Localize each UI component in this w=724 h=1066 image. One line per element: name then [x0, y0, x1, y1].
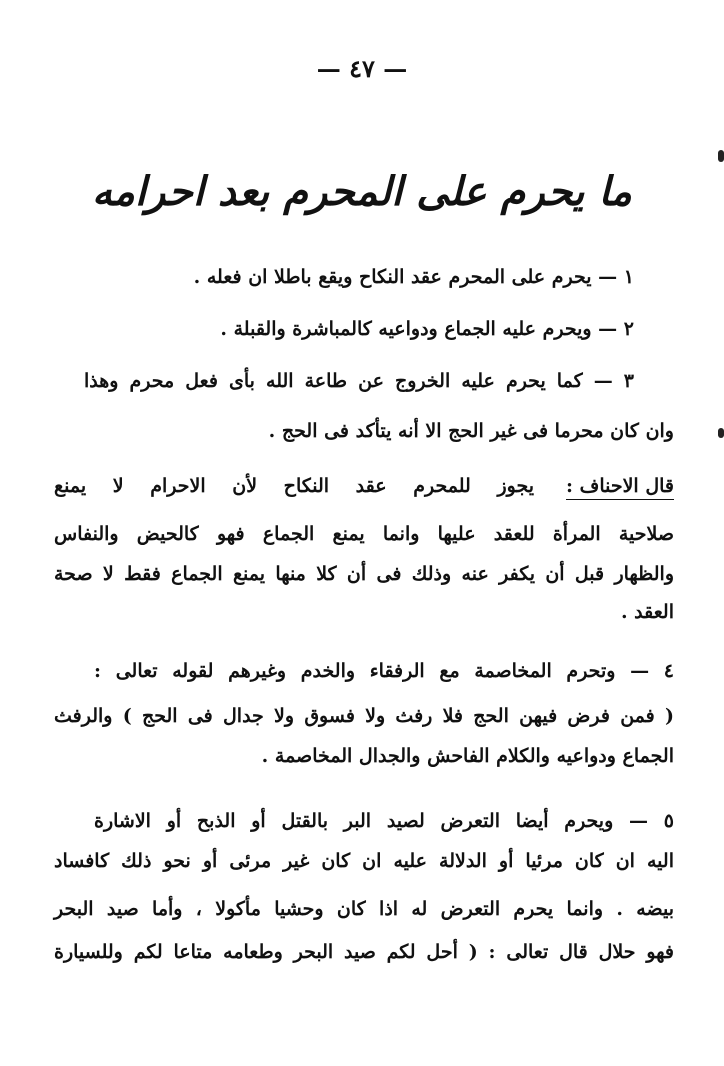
- page-number: — ٤٧ —: [316, 54, 408, 83]
- item-1: ١ — يحرم على المحرم عقد النكاح ويقع باطلا ان فعله .: [193, 266, 634, 288]
- item-4-line: ٤ — وتحرم المخاصمة مع الرفقاء والخدم وغيرهم لقوله تعالى :: [94, 660, 674, 682]
- item-5-line: اليه ان كان مرئيا أو الدلالة عليه ان كان غير مرئى أو نحو ذلك كافساد: [54, 850, 674, 872]
- scan-speck: [718, 428, 724, 438]
- ahnaf-line: صلاحية المرأة للعقد عليها وانما يمنع الجماع فهو كالحيض والنفاس: [54, 523, 674, 545]
- item-5-line: ٥ — ويحرم أيضا التعرض لصيد البر بالقتل أو الذبح أو الاشارة: [94, 810, 674, 832]
- ahnaf-label-text: قال الاحناف :: [566, 475, 674, 500]
- item-2: ٢ — ويحرم عليه الجماع ودواعيه كالمباشرة والقبلة .: [220, 318, 634, 340]
- ahnaf-first-line: يجوز للمحرم عقد النكاح لأن الاحرام لا يمنع: [54, 475, 534, 497]
- ahnaf-line: والظهار قبل أن يكفر عنه وذلك فى أن كلا منها يمنع الجماع فقط لا صحة: [54, 563, 674, 585]
- scan-speck: [718, 150, 724, 162]
- item-4-line: الجماع ودواعيه والكلام الفاحش والجدال المخاصمة .: [261, 745, 674, 767]
- ahnaf-line: العقد .: [620, 601, 674, 623]
- item-5-line: فهو حلال قال تعالى : ( أحل لكم صيد البحر وطعامه متاعا لكم وللسيارة: [54, 941, 674, 963]
- item-3-continuation: وان كان محرما فى غير الحج الا أنه يتأكد فى الحج .: [268, 420, 674, 442]
- page-title: ما يحرم على المحرم بعد احرامه: [92, 168, 632, 215]
- ahnaf-label: [566, 477, 674, 496]
- item-3: ٣ — كما يحرم عليه الخروج عن طاعة الله بأى فعل محرم وهذا: [84, 370, 634, 392]
- item-5-line: بيضه . وانما يحرم التعرض له اذا كان وحشيا مأكولا ، وأما صيد البحر: [54, 898, 674, 920]
- item-4-line: ( فمن فرض فيهن الحج فلا رفث ولا فسوق ولا جدال فى الحج ) والرفث: [54, 705, 674, 727]
